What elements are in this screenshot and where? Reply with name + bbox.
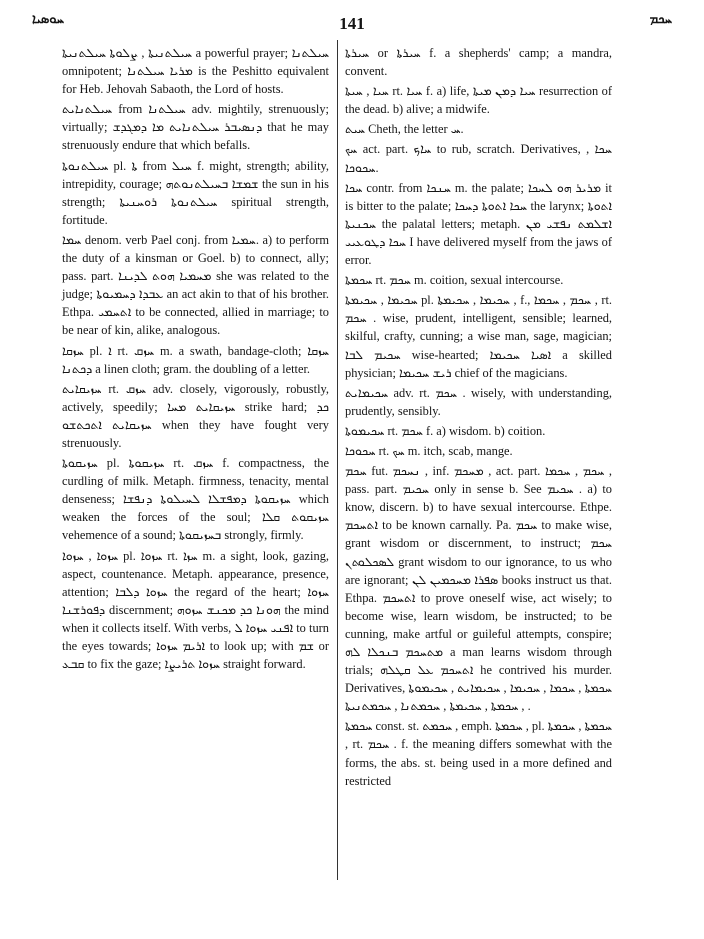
dictionary-entry: ܚܟܘܟܐ rt. ܚܟ m. itch, scab, mange. bbox=[345, 443, 513, 458]
dictionary-entry: ܚܟܝܡܐ , ܚܟܝܡܬܐ pl. ܚܟܝܡܐ , ܚܟܝܡܬܐ , f., ܚܟܡ , ܚܟܡܐ , rt. ܚܟܡ . wise, prudent, intelligent, sensible; learned, skilful, crafty, cunning; a wise man, sage, magician; ܚܟܝܡ ܠܒܐ wise-hearted; ܐܣܝܐ ܚܟܝܡܐ a skilled physician; ܪܝܫ ܚܟܝܡܐ chief of the magicians. bbox=[345, 293, 613, 380]
dictionary-entry: ܚܡܐ denom. verb Pael conj. from ܚܡܝܐ. a) to perform the duty of a kinsman or Goel. b) to connect, ally; pass. part. ܡܚܡܝܐ ܗܘܬ ܠܕܝܢܐ she was related to the judge; ܥܒܕܐ ܕܚܡܝܘܬܐ an act akin to that of his brother. Ethpa. ܐܬܚܡܝ to be connected, allied in marriage; to be near of kin, alike, analogous. bbox=[62, 232, 330, 338]
dictionary-entry: ܚܝܐ , ܚܝܬܐ rt. ܚܝܐ f. a) life, ܚܝܐ ܕܡܢ ܡܝܬܐ resurrection of the dead. b) alive; a midwife. bbox=[345, 84, 612, 117]
dictionary-entry: ܚܙܘܐ , ܚܙܘܐ pl. ܚܙܘܐ rt. ܚܙܐ m. a sight, look, gazing, aspect, countenance. Metaph. appearance, presence, attention; ܚܙܘܐ ܕܠܒܐ the regard of the heart; ܚܙܘܐ ܕܦܘܪܫܢܐ discernment; ܗܘܢܐ ܟܕ ܡܟܢܫ ܚܙܘܗ the mind when it collects itself. With verbs, ܐܦܢܝ ܚܙܘܐ ܠ to turn the eyes towards; ܐܪܝܡ ܚܙܘܐ to look up; with ܫܡ or ܩܒܥ to fix the gaze; ܚܙܘܐ ܬܪܝܨܐ straight forward. bbox=[62, 548, 330, 672]
dictionary-entry: ܚܙܝܩܘܬܐ pl. ܚܙܝܩܘܬܐ rt. ܚܙܩ f. compactness, the curdling of milk. Metaph. firmness, tenacity, mental denseness; ܚܙܝܩܘܬܐ ܕܡܦܫܠܐ ܠܚܝܠܘܬܐ ܕܢܦܫܐ which weaken the forces of the soul; ܚܙܝܩܘܬ ܩܠܐ vehemence of a sound; ܒܚܙܝܩܘܬܐ strongly, firmly. bbox=[62, 456, 329, 543]
header-right-word: ܚܟܡ bbox=[649, 12, 672, 27]
dictionary-entry: ܚܙܝܩܐܝܬ rt. ܚܙܩ adv. closely, vigorously, robustly, actively, speedily; ܚܙܝܩܐܝܬ ܡܚܐ strike hard; ܟܕ ܚܙܝܩܐܝܬ ܐܬܟܬܫܘ when they have fought very strenuously. bbox=[62, 381, 329, 450]
dictionary-entry: ܚܟܐ contr. from ܚܢܟܐ m. the palate; ܡܪܝܪ ܗܘ ܠܚܟܐ it is bitter to the palate; ܚܟܐ ܐܬܘܬܐ ܕܚܟܐ the larynx; ܐܬܘܬܐ ܚܟܢܝܬܐ the palatal letters; metaph. ܐܫܠܡܬ ܢܦܫܝ ܡܢ ܚܟܐ ܕܛܘܥܝܝ I have delivered myself from the jaws of error. bbox=[345, 180, 613, 268]
dictionary-entry: ܚܟܝܡܐܝܬ adv. rt. ܚܟܡ . wisely, with understanding, prudently, sensibly. bbox=[345, 385, 612, 418]
dictionary-entry: ܚܙܩܐ pl. ܐ rt. ܚܙܩ m. a swath, bandage-cloth; ܚܙܩܐ ܕܟܬܢܐ a linen cloth; gram. the doubling of a letter. bbox=[62, 343, 329, 376]
page-number: 141 bbox=[339, 14, 365, 33]
header-left-word: ܚܘܣܝܐ bbox=[32, 12, 64, 27]
dictionary-entry: ܚܝܠܬܢܐܝܬ from ܚܝܠܬܢܐ adv. mightily, strenuously; virtually; ܕܢܣܝܒܪ ܚܝܠܬܢܐܝܬ ܡܐ ܕܡܓܕܫ that he may strenuously endure that which befalls. bbox=[62, 102, 330, 153]
dictionary-entry: ܚܝܠܬܢܘܬܐ pl. ܬܐ from ܚܝܠ f. might, strength; ability, intrepidity, courage; ܫܡܫܐ ܒܚܝܠܬܢܘܬܗ the sun in his strength; ܚܝܠܬܢܘܬܐ ܪܘܚܢܝܬܐ spiritual strength, fortitude. bbox=[62, 158, 330, 227]
dictionary-entry: ܚܝܠܬܢܝܬܐ , ܨܠܘܬܐ ܚܝܠܬܢܝܬܐ a powerful prayer; ܚܝܠܬܢܐ omnipotent; ܡܪܝܐ ܚܝܠܬܢܐ is the Peshitto equivalent for Heb. Jehovah Sabaoth, the Lord of hosts. bbox=[62, 46, 329, 97]
column-divider bbox=[337, 40, 338, 880]
dictionary-entry: ܚܟ act. part. ܚܐܟ to rub, scratch. Derivatives, ܚܟܐ , ܚܟܘܟܐ. bbox=[345, 142, 612, 175]
dictionary-entry: ܚܟܡܬܐ rt. ܚܟܡ m. coition, sexual intercourse. bbox=[345, 273, 564, 288]
dictionary-entry: ܚܟܝܡܘܬܐ rt. ܚܟܡ f. a) wisdom. b) coition. bbox=[345, 423, 546, 438]
dictionary-entry: ܚܟܡܬܐ const. st. ܚܟܡܬ , emph. ܚܟܡܬܐ , pl. ܚܟܡܬܐ , ܚܟܡܬܐ , rt. ܚܟܡ . f. the meaning differs somewhat with the forms, the abs. st. being used in a more defined and restricted bbox=[345, 719, 612, 788]
dictionary-entry: ܚܝܬ Cheth, the letter ܚ. bbox=[345, 122, 464, 137]
page-header bbox=[32, 12, 672, 38]
left-column bbox=[62, 44, 329, 675]
right-column bbox=[345, 44, 612, 792]
dictionary-entry: ܚܝܪܬܐ or ܚܝܪܬܐ f. a shepherds' camp; a mandra, convent. bbox=[345, 46, 612, 79]
dictionary-entry: ܚܟܡ fut. ܢܚܟܡ , inf. ܡܚܟܡ , act. part. ܚܟܡ , ܚܟܡܐ , pass. part. ܚܟܝܡ only in sense b. See ܚܟܝܡ . a) to know, discern. b) to have sexual intercourse. Ethpe. ܐܬܚܟܡ to be known carnally. Pa. ܚܟܡ to make wise, grant wisdom or discernment, to instruct; ܚܟܡ ܠܣܟܠܘܬܢ grant wisdom to our ignorance, to us who are ignorant; ܣܦܪܐ ܡܚܟܡܝܢ ܠܢ books instruct us that. Ethpa. ܐܬܚܟܡ to prove oneself wise, act wisely; to become wise, learn wisdom, be instructed; to be cunning, make artful or guileful attempts, conspire; ܡܬܚܟܡ ܒܢܟܠܐ ܠܗ a man learns wisdom through trials; ܐܬܚܟܡ ܥܠ ܩܛܠܗ he contrived his murder. Derivatives, ܚܟܡܬܐ , ܚܟܡܐ , ܚܟܝܡܐ , ܚܟܝܡܐܝܬ , ܚܟܝܡܘܬܐ , ܚܟܡܬܐ , ܚܟܝܡܬܐ , ܚܟܡܬܢܐ , ܚܟܡܬܢܝܬܐ . bbox=[345, 464, 613, 714]
